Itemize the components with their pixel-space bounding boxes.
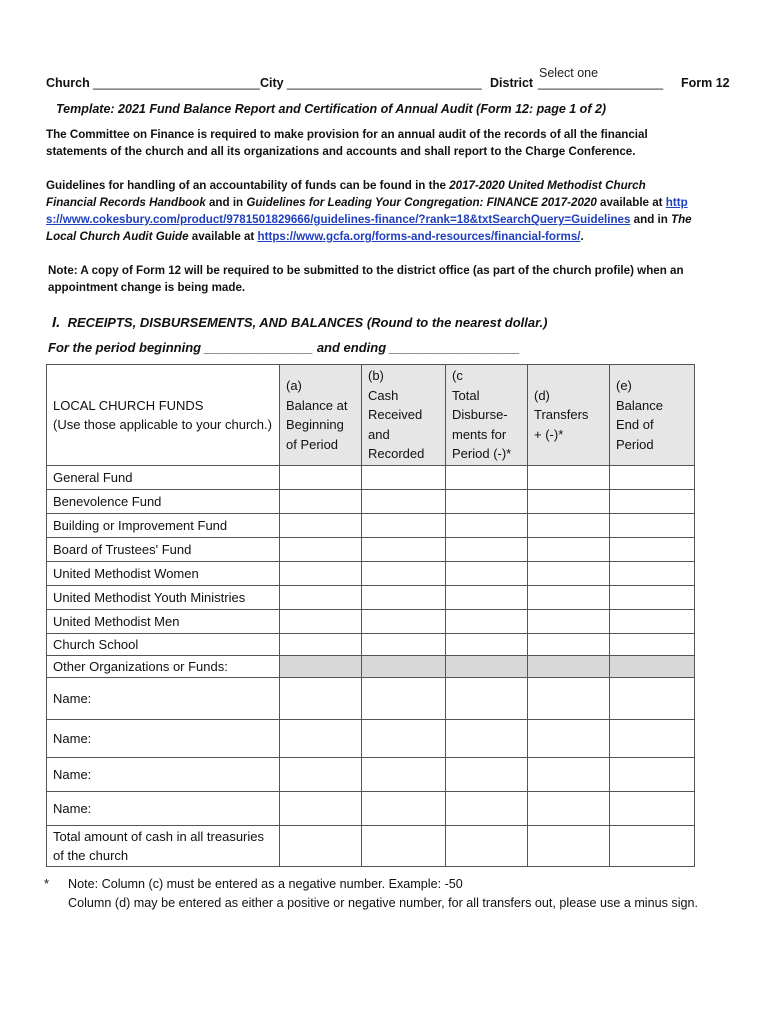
cell-d[interactable]: [528, 610, 610, 634]
cell-a[interactable]: [280, 514, 362, 538]
audit-guide-title: The Local Church Audit Guide: [46, 213, 692, 243]
footnote: [68, 875, 698, 913]
form-label: Form 12: [681, 76, 730, 90]
period-begin-label: For the period beginning: [48, 340, 202, 355]
cell-e[interactable]: [610, 514, 695, 538]
cell-e[interactable]: [610, 562, 695, 586]
fund-label: Building or Improvement Fund: [47, 514, 280, 538]
fund-label: Board of Trustees' Fund: [47, 538, 280, 562]
footnote-line-1: Note: Column (c) must be entered as a negative number. Example: -50: [68, 877, 463, 891]
cell-a[interactable]: [280, 826, 362, 867]
table-row: [47, 720, 695, 758]
cell-c[interactable]: [446, 586, 528, 610]
footnote-marker: *: [44, 876, 50, 891]
cell-b[interactable]: [362, 538, 446, 562]
cell-a: [280, 656, 362, 678]
column-b-header: (b) Cash Received and Recorded: [362, 365, 446, 466]
cell-e[interactable]: [610, 678, 695, 720]
cell-b[interactable]: [362, 586, 446, 610]
fund-label: Name:: [47, 758, 280, 792]
cell-b[interactable]: [362, 634, 446, 656]
period-line: [48, 340, 520, 355]
table-row: [47, 514, 695, 538]
fund-label: General Fund: [47, 466, 280, 490]
column-a-header: (a) Balance at Beginning of Period: [280, 365, 362, 466]
fund-label: Church School: [47, 634, 280, 656]
cell-c[interactable]: [446, 514, 528, 538]
cell-c[interactable]: [446, 466, 528, 490]
section-number: I.: [52, 314, 61, 331]
guidelines-text-6: .: [580, 230, 584, 243]
cell-c[interactable]: [446, 678, 528, 720]
cell-d: [528, 656, 610, 678]
cell-c[interactable]: [446, 538, 528, 562]
church-label: Church: [46, 76, 90, 90]
cell-e[interactable]: [610, 466, 695, 490]
cell-e[interactable]: [610, 792, 695, 826]
fund-label: Name:: [47, 792, 280, 826]
table-row: [47, 656, 695, 678]
guidelines-text-4: and in: [630, 213, 672, 226]
table-row: [47, 586, 695, 610]
cell-d[interactable]: [528, 490, 610, 514]
cell-e[interactable]: [610, 634, 695, 656]
cell-d[interactable]: [528, 514, 610, 538]
period-begin-field[interactable]: _______________: [204, 340, 314, 355]
cell-d[interactable]: [528, 466, 610, 490]
submission-note: Note: A copy of Form 12 will be required to be submitted to the district office (as part of the church profile) when an appointment change is being made.: [48, 264, 684, 294]
cell-d[interactable]: [528, 826, 610, 867]
cell-a[interactable]: [280, 678, 362, 720]
guidelines-text-2: and in: [205, 196, 247, 209]
footnote-line-2: Column (d) may be entered as either a positive or negative number, for all transfers out, please use a minus sign.: [68, 896, 699, 910]
cell-e[interactable]: [610, 758, 695, 792]
cell-b[interactable]: [362, 490, 446, 514]
gcfa-link[interactable]: https://www.gcfa.org/forms-and-resources/financial-forms/: [257, 230, 581, 243]
cell-e[interactable]: [610, 538, 695, 562]
fund-label: Name:: [47, 720, 280, 758]
column-d-header: (d) Transfers + (-)*: [528, 365, 610, 466]
cell-d[interactable]: [528, 538, 610, 562]
cell-b[interactable]: [362, 758, 446, 792]
cell-c[interactable]: [446, 826, 528, 867]
cell-e[interactable]: [610, 586, 695, 610]
cell-d[interactable]: [528, 562, 610, 586]
fund-label: United Methodist Youth Ministries: [47, 586, 280, 610]
cell-d[interactable]: [528, 634, 610, 656]
table-row: [47, 490, 695, 514]
table-header-row: [47, 365, 695, 466]
cell-a[interactable]: [280, 758, 362, 792]
cell-b[interactable]: [362, 514, 446, 538]
cell-a[interactable]: [280, 792, 362, 826]
period-end-label: and ending: [316, 340, 387, 355]
cell-d[interactable]: [528, 586, 610, 610]
fund-label: Benevolence Fund: [47, 490, 280, 514]
cell-b[interactable]: [362, 562, 446, 586]
guidelines-text-5: available at: [188, 230, 258, 243]
cell-b[interactable]: [362, 466, 446, 490]
fund-label: United Methodist Men: [47, 610, 280, 634]
cell-a[interactable]: [280, 720, 362, 758]
guidelines-handbook-title: 2017-2020 United Methodist Church Financial Records Handbook: [46, 179, 646, 209]
cell-a[interactable]: [280, 490, 362, 514]
table-row: [47, 634, 695, 656]
cell-c[interactable]: [446, 720, 528, 758]
cell-a[interactable]: [280, 610, 362, 634]
cell-e[interactable]: [610, 610, 695, 634]
total-cash-label: Total amount of cash in all treasuries of the church: [47, 826, 280, 867]
city-label: City: [260, 76, 284, 90]
guidelines-text-3: available at: [596, 196, 666, 209]
table-row: [47, 792, 695, 826]
template-title: Template: 2021 Fund Balance Report and Certification of Annual Audit (Form 12: page 1 of 2): [56, 102, 607, 116]
table-row: [47, 826, 695, 867]
section-heading: [52, 314, 547, 331]
funds-column-header: LOCAL CHURCH FUNDS (Use those applicable to your church.): [47, 365, 280, 466]
cell-a[interactable]: [280, 466, 362, 490]
cell-c[interactable]: [446, 610, 528, 634]
cell-c[interactable]: [446, 634, 528, 656]
cell-d[interactable]: [528, 678, 610, 720]
cell-c: [446, 656, 528, 678]
cell-d[interactable]: [528, 720, 610, 758]
cell-a[interactable]: [280, 586, 362, 610]
cell-e: [610, 656, 695, 678]
table-row: [47, 758, 695, 792]
cell-c[interactable]: [446, 758, 528, 792]
cell-b[interactable]: [362, 826, 446, 867]
cell-a[interactable]: [280, 634, 362, 656]
guidelines-finance-title: Guidelines for Leading Your Congregation: FINANCE 2017-2020: [246, 196, 597, 209]
cell-d[interactable]: [528, 758, 610, 792]
section-title: RECEIPTS, DISBURSEMENTS, AND BALANCES (Round to the nearest dollar.): [67, 315, 548, 330]
cokesbury-link[interactable]: https://www.cokesbury.com/product/9781501829666/guidelines-finance/?rank=18&txtSearchQuery=Guidelines: [46, 196, 688, 226]
cell-b[interactable]: [362, 610, 446, 634]
intro-paragraph: The Committee on Finance is required to make provision for an annual audit of the records of all the financial statements of the church and all its organizations and accounts and shall report to the Charge Conference.: [46, 128, 648, 158]
guidelines-text-1: Guidelines for handling of an accountability of funds can be found in the: [46, 179, 450, 192]
table-row: [47, 678, 695, 720]
column-c-header: (c Total Disburse- ments for Period (-)*: [446, 365, 528, 466]
funds-table: [46, 364, 695, 867]
cell-e[interactable]: [610, 490, 695, 514]
fund-label: Other Organizations or Funds:: [47, 656, 280, 678]
cell-a[interactable]: [280, 538, 362, 562]
guidelines-paragraph: [46, 177, 698, 245]
cell-a[interactable]: [280, 562, 362, 586]
column-e-header: (e) Balance End of Period: [610, 365, 695, 466]
fund-label: Name:: [47, 678, 280, 720]
city-field[interactable]: ____________________________: [287, 76, 482, 90]
table-row: [47, 538, 695, 562]
table-row: [47, 466, 695, 490]
cell-b[interactable]: [362, 720, 446, 758]
cell-b: [362, 656, 446, 678]
district-label: District: [490, 76, 534, 90]
cell-b[interactable]: [362, 678, 446, 720]
fund-label: United Methodist Women: [47, 562, 280, 586]
church-field[interactable]: ________________________: [93, 76, 260, 90]
period-end-field[interactable]: __________________: [389, 340, 520, 355]
cell-d[interactable]: [528, 792, 610, 826]
cell-e[interactable]: [610, 826, 695, 867]
cell-c[interactable]: [446, 792, 528, 826]
cell-e[interactable]: [610, 720, 695, 758]
cell-c[interactable]: [446, 490, 528, 514]
cell-c[interactable]: [446, 562, 528, 586]
district-select[interactable]: Select one: [539, 66, 599, 80]
table-row: [47, 610, 695, 634]
cell-b[interactable]: [362, 792, 446, 826]
table-row: [47, 562, 695, 586]
district-field[interactable]: __________________: [538, 76, 664, 90]
